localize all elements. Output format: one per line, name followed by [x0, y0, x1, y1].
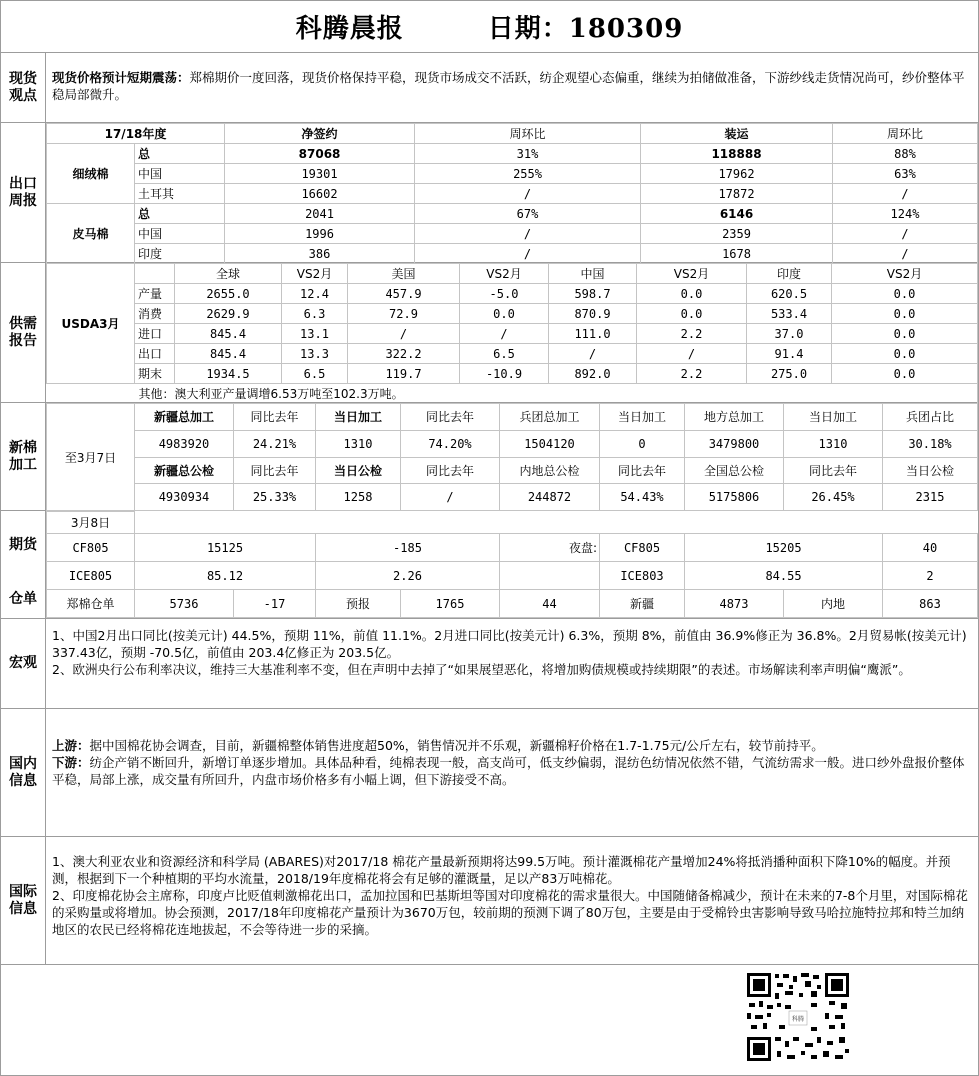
processing-head: 同比去年: [234, 404, 316, 431]
export-head-wow: 周环比: [415, 124, 641, 144]
warehouse-cell: 内地: [784, 590, 883, 618]
export-row-key: 总: [135, 204, 225, 224]
export-cell: 386: [225, 244, 415, 264]
futures-cell: ICE803: [600, 562, 685, 590]
export-head-shipment: 装运: [641, 124, 833, 144]
report-title: 科腾晨报: [295, 14, 404, 44]
processing-cell: 1310: [316, 430, 401, 457]
usda-row-key: 消费: [135, 304, 175, 324]
intl-label: 国际信息: [9, 883, 37, 917]
usda-cell: 37.0: [747, 324, 832, 344]
export-row-key: 中国: [135, 224, 225, 244]
report-date: 日期：180309: [487, 14, 684, 44]
export-group-upland: 细绒棉: [47, 144, 135, 204]
spot-section: [1, 53, 978, 123]
usda-cell: 13.3: [282, 344, 348, 364]
export-head-season: 17/18年度: [47, 124, 225, 144]
usda-note: 其他：澳大利亚产量调增6.53万吨至102.3万吨。: [47, 384, 978, 404]
usda-cell: 457.9: [348, 284, 460, 304]
export-section: [1, 123, 978, 263]
warehouse-cell: 预报: [316, 590, 401, 618]
warehouse-cell: 郑棉仓单: [47, 590, 135, 618]
usda-cell: 111.0: [549, 324, 637, 344]
usda-cell: 620.5: [747, 284, 832, 304]
usda-cell: 72.9: [348, 304, 460, 324]
usda-cell: /: [348, 324, 460, 344]
futures-cell: CF805: [47, 534, 135, 562]
processing-head: 新疆总公检: [135, 457, 234, 484]
export-head-net: 净签约: [225, 124, 415, 144]
export-cell: 255%: [415, 164, 641, 184]
export-cell: /: [833, 244, 978, 264]
warehouse-cell: 5736: [135, 590, 234, 618]
export-cell: 2041: [225, 204, 415, 224]
intl-item: 2、印度棉花协会主席称，印度卢比贬值刺激棉花出口，孟加拉国和巴基斯坦等国对印度棉花的需求量很大。中国随储备棉减少，预计在未来的7-8个月里，对国际棉花的采购量或将增加。协会预测，2017/18年印度棉花产量预计为3670万包，较前期的预测下调了80万包，主要是由于受棉铃虫害影响导致马哈拉施特拉邦和特兰加纳地区的农民已经将棉花连地拔起，不会等待进一步的采摘。: [52, 888, 968, 937]
intl-section: [1, 837, 978, 965]
usda-cell: 0.0: [637, 304, 747, 324]
export-cell: 124%: [833, 204, 978, 224]
export-cell: 31%: [415, 144, 641, 164]
processing-cell: 25.33%: [234, 484, 316, 511]
export-cell: /: [415, 184, 641, 204]
warehouse-cell: 863: [883, 590, 978, 618]
usda-head: VS2月: [832, 264, 978, 284]
processing-cell: 54.43%: [600, 484, 685, 511]
usda-cell: 2.2: [637, 364, 747, 384]
export-cell: /: [415, 224, 641, 244]
usda-cell: 6.5: [282, 364, 348, 384]
usda-cell: 119.7: [348, 364, 460, 384]
usda-head: 印度: [747, 264, 832, 284]
futures-cell: -185: [316, 534, 500, 562]
qr-caption: 科腾: [791, 1016, 805, 1023]
futures-date: 3月8日: [47, 512, 135, 534]
usda-cell: 6.3: [282, 304, 348, 324]
domestic-label: 国内信息: [9, 755, 37, 789]
processing-head: 全国总公检: [685, 457, 784, 484]
futures-night-label: 夜盘:: [500, 534, 600, 562]
processing-cell: /: [401, 484, 500, 511]
usda-cell: -10.9: [460, 364, 549, 384]
intl-item: 1、澳大利亚农业和资源经济和科学局 (ABARES)对2017/18 棉花产量最新预期将达99.5万吨。预计灌溉棉花产量增加24%将抵消播种面积下降10%的幅度。并预测，根据到下一个种植期的平均水流量，2018/19年度棉花将会有足够的灌溉量，足以产83万吨棉花。: [52, 854, 951, 886]
macro-label: 宏观: [9, 655, 37, 671]
warehouse-label: 仓单: [9, 590, 37, 607]
export-row-key: 印度: [135, 244, 225, 264]
export-cell: 19301: [225, 164, 415, 184]
domestic-down-text: 纺企产销不断回升，新增订单逐步增加。具体品种看，纯棉表现一般，高支尚可，低支纱偏弱，混纺色纺情况依然不错，气流纺需求一般。进口纱外盘报价整体平稳，局部上涨，成交量有所回升，内盘市场价格多有小幅上调，但下游接受不高。: [52, 755, 965, 787]
processing-head: 当日加工: [600, 404, 685, 431]
intl-paragraph: [46, 837, 978, 942]
export-cell: 63%: [833, 164, 978, 184]
processing-cell: 244872: [500, 484, 600, 511]
macro-item: 2、欧洲央行公布利率决议，维持三大基准利率不变，但在声明中去掉了“如果展望恶化，将增加购债规模或持续期限”的表述。市场解读利率声明偏“鹰派”。: [52, 662, 911, 677]
usda-label: 供需报告: [9, 315, 37, 349]
export-cell: 118888: [641, 144, 833, 164]
usda-table: [46, 263, 978, 404]
usda-cell: 1934.5: [175, 364, 282, 384]
warehouse-cell: -17: [234, 590, 316, 618]
usda-cell: 0.0: [832, 284, 978, 304]
warehouse-cell: 4873: [685, 590, 784, 618]
spot-text: 郑棉期价一度回落，现货价格保持平稳，现货市场成交不活跃，纺企观望心态偏重，继续为拍储做准备，下游纱线走货情况尚可，纱价整体平稳局部微升。: [52, 70, 965, 102]
domestic-up-text: 据中国棉花协会调查，目前，新疆棉整体销售进度超50%，销售情况并不乐观，新疆棉籽价格在1.7-1.75元/公斤左右，较节前持平。: [89, 738, 824, 753]
spot-label: 现货观点: [9, 70, 37, 104]
export-table: [46, 123, 978, 264]
export-cell: /: [833, 184, 978, 204]
processing-cell: 0: [600, 430, 685, 457]
usda-head: 美国: [348, 264, 460, 284]
usda-head: 中国: [549, 264, 637, 284]
domestic-down-lead: 下游：: [52, 755, 90, 770]
usda-section: [1, 263, 978, 403]
export-row-key: 中国: [135, 164, 225, 184]
export-cell: 17962: [641, 164, 833, 184]
processing-head: 当日公检: [316, 457, 401, 484]
report-header: [1, 1, 978, 53]
usda-cell: 275.0: [747, 364, 832, 384]
usda-cell: 2629.9: [175, 304, 282, 324]
usda-cell: 870.9: [549, 304, 637, 324]
futures-cell: ICE805: [47, 562, 135, 590]
processing-head: 地方总加工: [685, 404, 784, 431]
usda-cell: 0.0: [637, 284, 747, 304]
domestic-paragraph: [46, 709, 978, 792]
export-cell: 88%: [833, 144, 978, 164]
usda-cell: 845.4: [175, 344, 282, 364]
export-head-wow2: 周环比: [833, 124, 978, 144]
processing-section: [1, 403, 978, 511]
export-cell: 87068: [225, 144, 415, 164]
usda-cell: 0.0: [832, 344, 978, 364]
processing-head: 兵团总加工: [500, 404, 600, 431]
usda-row-key: 期末: [135, 364, 175, 384]
export-cell: /: [415, 244, 641, 264]
spot-paragraph: [46, 53, 978, 107]
futures-cell: 2.26: [316, 562, 500, 590]
warehouse-cell: 44: [500, 590, 600, 618]
usda-cell: 6.5: [460, 344, 549, 364]
processing-cell: 5175806: [685, 484, 784, 511]
export-row-key: 总: [135, 144, 225, 164]
usda-cell: 0.0: [832, 364, 978, 384]
usda-head: VS2月: [460, 264, 549, 284]
processing-head: 当日加工: [316, 404, 401, 431]
usda-cell: 0.0: [832, 304, 978, 324]
usda-cell: 0.0: [460, 304, 549, 324]
futures-cell: CF805: [600, 534, 685, 562]
usda-cell: 2.2: [637, 324, 747, 344]
processing-label: 新棉加工: [9, 439, 37, 473]
futures-cell: 85.12: [135, 562, 316, 590]
processing-head: 同比去年: [401, 404, 500, 431]
spot-lead: 现货价格预计短期震荡：: [52, 70, 190, 85]
usda-cell: /: [460, 324, 549, 344]
usda-name: USDA3月: [47, 264, 135, 384]
export-cell: 17872: [641, 184, 833, 204]
usda-row-key: 产量: [135, 284, 175, 304]
processing-cell: 4930934: [135, 484, 234, 511]
usda-cell: 13.1: [282, 324, 348, 344]
processing-table: [46, 403, 978, 511]
export-cell: /: [833, 224, 978, 244]
futures-label: 期货: [9, 536, 37, 553]
export-cell: 1996: [225, 224, 415, 244]
export-row-key: 土耳其: [135, 184, 225, 204]
usda-cell: 892.0: [549, 364, 637, 384]
futures-cell: 40: [883, 534, 978, 562]
macro-item: 1、中国2月出口同比(按美元计) 44.5%，预期 11%，前值 11.1%。2月进口同比(按美元计) 6.3%，预期 8%，前值由 36.9%修正为 36.8%。2月贸易帐(按美元计) 337.43亿，预期 -70.5亿，前值由 203.4亿修正为 203.5亿。: [52, 628, 967, 660]
processing-head: 当日公检: [883, 457, 978, 484]
futures-cell: 15205: [685, 534, 883, 562]
usda-head: VS2月: [282, 264, 348, 284]
usda-cell: 0.0: [832, 324, 978, 344]
usda-cell: /: [549, 344, 637, 364]
processing-cell: 30.18%: [883, 430, 978, 457]
processing-cell: 26.45%: [784, 484, 883, 511]
processing-head: 当日加工: [784, 404, 883, 431]
qr-code-graphic: [745, 971, 851, 1063]
macro-paragraph: [46, 619, 978, 682]
export-group-pima: 皮马棉: [47, 204, 135, 264]
export-cell: 2359: [641, 224, 833, 244]
export-cell: 16602: [225, 184, 415, 204]
domestic-section: [1, 709, 978, 837]
processing-head: 内地总公检: [500, 457, 600, 484]
processing-cell: 4983920: [135, 430, 234, 457]
processing-cell: 2315: [883, 484, 978, 511]
futures-section: [1, 511, 978, 619]
domestic-up-lead: 上游：: [52, 738, 90, 753]
processing-cell: 24.21%: [234, 430, 316, 457]
processing-head: 同比去年: [234, 457, 316, 484]
processing-date: 至3月7日: [47, 404, 135, 511]
warehouse-cell: 新疆: [600, 590, 685, 618]
usda-head: VS2月: [637, 264, 747, 284]
usda-cell: /: [637, 344, 747, 364]
processing-head: 同比去年: [784, 457, 883, 484]
processing-cell: 74.20%: [401, 430, 500, 457]
export-label: 出口周报: [9, 175, 37, 209]
futures-cell: 84.55: [685, 562, 883, 590]
futures-cell: 15125: [135, 534, 316, 562]
usda-cell: 2655.0: [175, 284, 282, 304]
processing-head: 同比去年: [600, 457, 685, 484]
usda-cell: 12.4: [282, 284, 348, 304]
usda-row-key: 进口: [135, 324, 175, 344]
export-cell: 1678: [641, 244, 833, 264]
qr-code-image: [745, 971, 851, 1063]
usda-cell: 322.2: [348, 344, 460, 364]
usda-row-key: 出口: [135, 344, 175, 364]
processing-head: 兵团占比: [883, 404, 978, 431]
macro-section: [1, 619, 978, 709]
warehouse-cell: 1765: [401, 590, 500, 618]
processing-cell: 1310: [784, 430, 883, 457]
export-cell: 6146: [641, 204, 833, 224]
usda-head: 全球: [175, 264, 282, 284]
usda-cell: 845.4: [175, 324, 282, 344]
usda-cell: 91.4: [747, 344, 832, 364]
futures-table: [46, 511, 978, 618]
processing-cell: 1504120: [500, 430, 600, 457]
processing-head: 同比去年: [401, 457, 500, 484]
processing-cell: 1258: [316, 484, 401, 511]
usda-cell: 598.7: [549, 284, 637, 304]
export-cell: 67%: [415, 204, 641, 224]
processing-cell: 3479800: [685, 430, 784, 457]
usda-cell: 533.4: [747, 304, 832, 324]
usda-cell: -5.0: [460, 284, 549, 304]
processing-head: 新疆总加工: [135, 404, 234, 431]
futures-cell: 2: [883, 562, 978, 590]
